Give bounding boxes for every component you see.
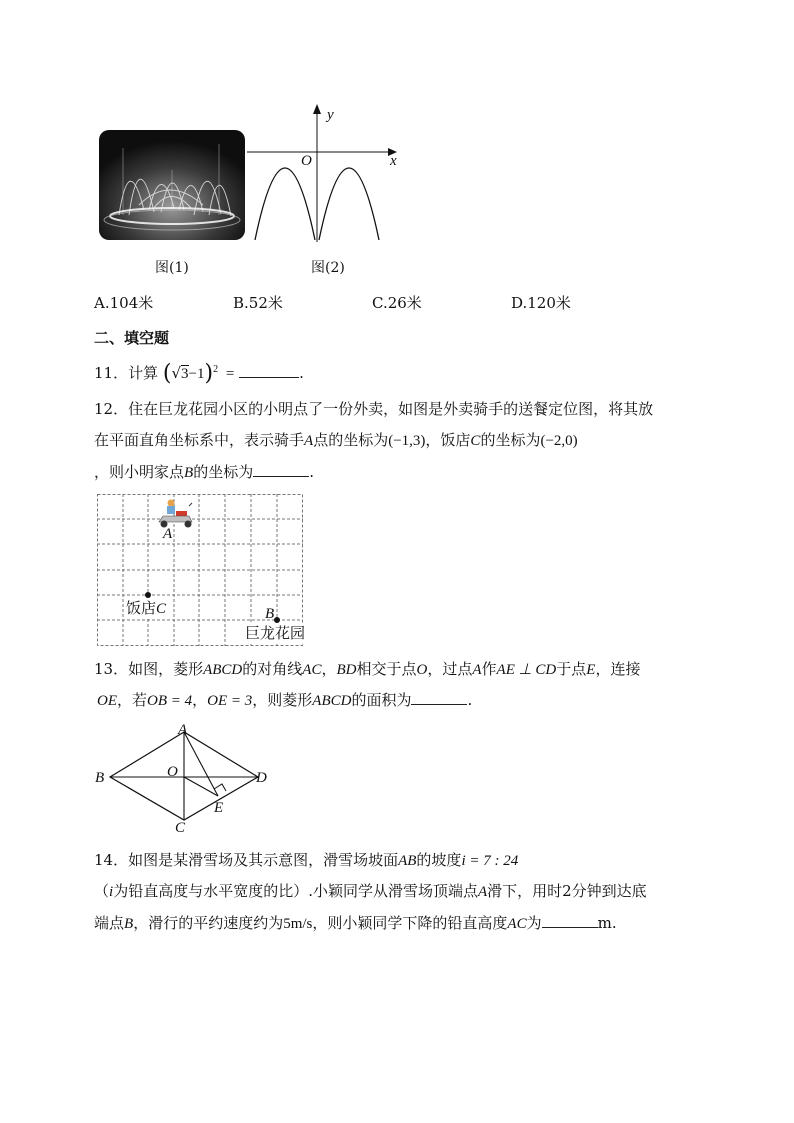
y-axis-label: y: [327, 107, 334, 123]
q13-comma: ，: [321, 660, 337, 678]
q13-line1-g: ，连接: [595, 660, 641, 678]
q14-speed: 5m/s: [283, 916, 313, 932]
grid-label-restaurant-text: 饭店: [126, 599, 157, 617]
question-11: [94, 360, 304, 384]
q13-line1-d: ，过点: [427, 660, 473, 678]
q12-point-c: C: [470, 433, 481, 449]
left-parabola: [255, 168, 315, 240]
q13-line1: [94, 659, 640, 680]
q13-answer-blank[interactable]: [411, 690, 467, 705]
q11-equals: =: [225, 366, 235, 382]
q14-line3-c: ，则小颖同学下降的铅直高度: [312, 914, 508, 932]
grid-label-a: A: [163, 526, 173, 542]
q13-line1-a: 13．如图，菱形: [94, 660, 204, 678]
q13-abcd: ABCD: [203, 662, 243, 678]
q13-oe: OE: [97, 693, 117, 709]
q14-answer-blank[interactable]: [542, 913, 598, 928]
q14-i: i: [109, 884, 114, 900]
q12-line3-b: 的坐标为: [193, 463, 254, 481]
q13-ac: AC: [302, 662, 322, 678]
q14-a: A: [477, 884, 488, 900]
q14-line3: [94, 913, 617, 934]
q13-e: E: [586, 662, 596, 678]
q14-line3-d: 为: [526, 914, 542, 932]
q13-oe3: OE = 3: [207, 693, 253, 709]
grid-label-b: B: [265, 606, 275, 622]
q11-exponent: 2: [213, 364, 219, 375]
q14-line1: [94, 850, 518, 871]
q13-o: O: [416, 662, 428, 678]
q14-slope: i = 7 : 24: [461, 853, 519, 869]
q12-line3-a: ，则小明家点: [94, 463, 185, 481]
q14-line2-c: 滑下，用时2分钟到达底: [487, 882, 647, 900]
fig2-caption: 图(2): [311, 260, 345, 276]
q13-a: A: [472, 662, 482, 678]
grid-label-c: C: [156, 601, 167, 617]
q13-line2-a: ，若: [117, 691, 148, 709]
origin-label: O: [301, 153, 312, 169]
diagram-label-e: E: [214, 800, 224, 816]
q11-expression: $(√3-1)^2$: [162, 361, 219, 386]
q12-line1: 12．住在巨龙花园小区的小明点了一份外卖，如图是外卖骑手的送餐定位图，将其放: [94, 400, 654, 418]
q14-line1-a: 14．如图是某滑雪场及其示意图，滑雪场坡面: [94, 851, 399, 869]
q13-line2-d: 的面积为: [351, 691, 412, 709]
section-title: 二、填空题: [94, 329, 170, 347]
q11-prefix: 11．计算: [94, 364, 159, 382]
q14-line3-b: ，滑行的平约速度约为: [133, 914, 284, 932]
q12-point-a: A: [304, 433, 314, 449]
q11-minus-one: −1: [188, 366, 205, 382]
q12-line2: [94, 430, 578, 451]
x-axis-label: x: [390, 153, 397, 169]
diagram-label-c: C: [175, 820, 186, 836]
q11-radicand: 3: [181, 366, 189, 382]
q14-line3-a: 端点: [94, 914, 125, 932]
option-b[interactable]: B.52米: [233, 294, 283, 312]
q12-line2-a: 在平面直角坐标系中，表示骑手: [94, 431, 305, 449]
q14-ac: AC: [507, 916, 527, 932]
diagram-label-d: D: [256, 770, 267, 786]
q13-abcd-2: ABCD: [312, 693, 352, 709]
right-parabola: [319, 168, 379, 240]
q13-line1-e: 作: [481, 660, 497, 678]
q13-bd: BD: [336, 662, 357, 678]
diagram-label-a: A: [178, 722, 188, 738]
option-d[interactable]: D.120米: [511, 294, 571, 312]
q12-line2-b: 点的坐标为: [313, 431, 389, 449]
q14-b: B: [124, 916, 134, 932]
fountain-image: [99, 130, 245, 240]
q14-line1-b: 的坡度: [416, 851, 462, 869]
q14-line2-b: 为铅直高度与水平宽度的比）.小颖同学从滑雪场顶端点: [113, 882, 478, 900]
q14-line3-end: m.: [597, 914, 617, 932]
fountain-photo: [99, 130, 245, 240]
q12-line2-d: 的坐标为: [480, 431, 541, 449]
parabola-graph: [245, 102, 405, 244]
q12-line3: [94, 462, 314, 483]
q13-line2-c: ，则菱形: [252, 691, 313, 709]
q12-line2-c: ，饭店: [425, 431, 471, 449]
grid-label-home: 巨龙花园: [245, 624, 306, 642]
q12-point-b: B: [184, 465, 194, 481]
q13-ae-perp-cd: AE ⊥ CD: [496, 662, 557, 678]
q12-answer-blank[interactable]: [253, 462, 309, 477]
grid-label-restaurant: [126, 598, 166, 619]
q13-line2-b: ，: [192, 691, 208, 709]
q12-coord-a: (−1,3): [388, 433, 426, 449]
diagram-label-b: B: [95, 770, 105, 786]
q13-line2: [97, 690, 472, 711]
q13-line1-f: 于点: [556, 660, 587, 678]
fig1-caption: 图(1): [155, 260, 189, 276]
option-c[interactable]: C.26米: [372, 294, 422, 312]
q11-answer-blank[interactable]: [239, 363, 299, 378]
q12-coord-c: (−2,0): [540, 433, 578, 449]
q13-line1-b: 的对角线: [242, 660, 303, 678]
q13-line2-end: .: [467, 691, 473, 709]
q11-end: .: [299, 364, 304, 382]
q13-line1-c: 相交于点: [356, 660, 417, 678]
q14-line2-a: （: [94, 882, 110, 900]
right-angle-mark: [214, 784, 226, 791]
y-axis-arrow: [313, 104, 321, 114]
q14-line2: [94, 881, 647, 902]
q14-ab: AB: [398, 853, 417, 869]
q13-ob4: OB = 4: [147, 693, 193, 709]
diagram-label-o: O: [167, 764, 178, 780]
q12-line3-end: .: [309, 463, 314, 481]
option-a[interactable]: A.104米: [94, 294, 154, 312]
